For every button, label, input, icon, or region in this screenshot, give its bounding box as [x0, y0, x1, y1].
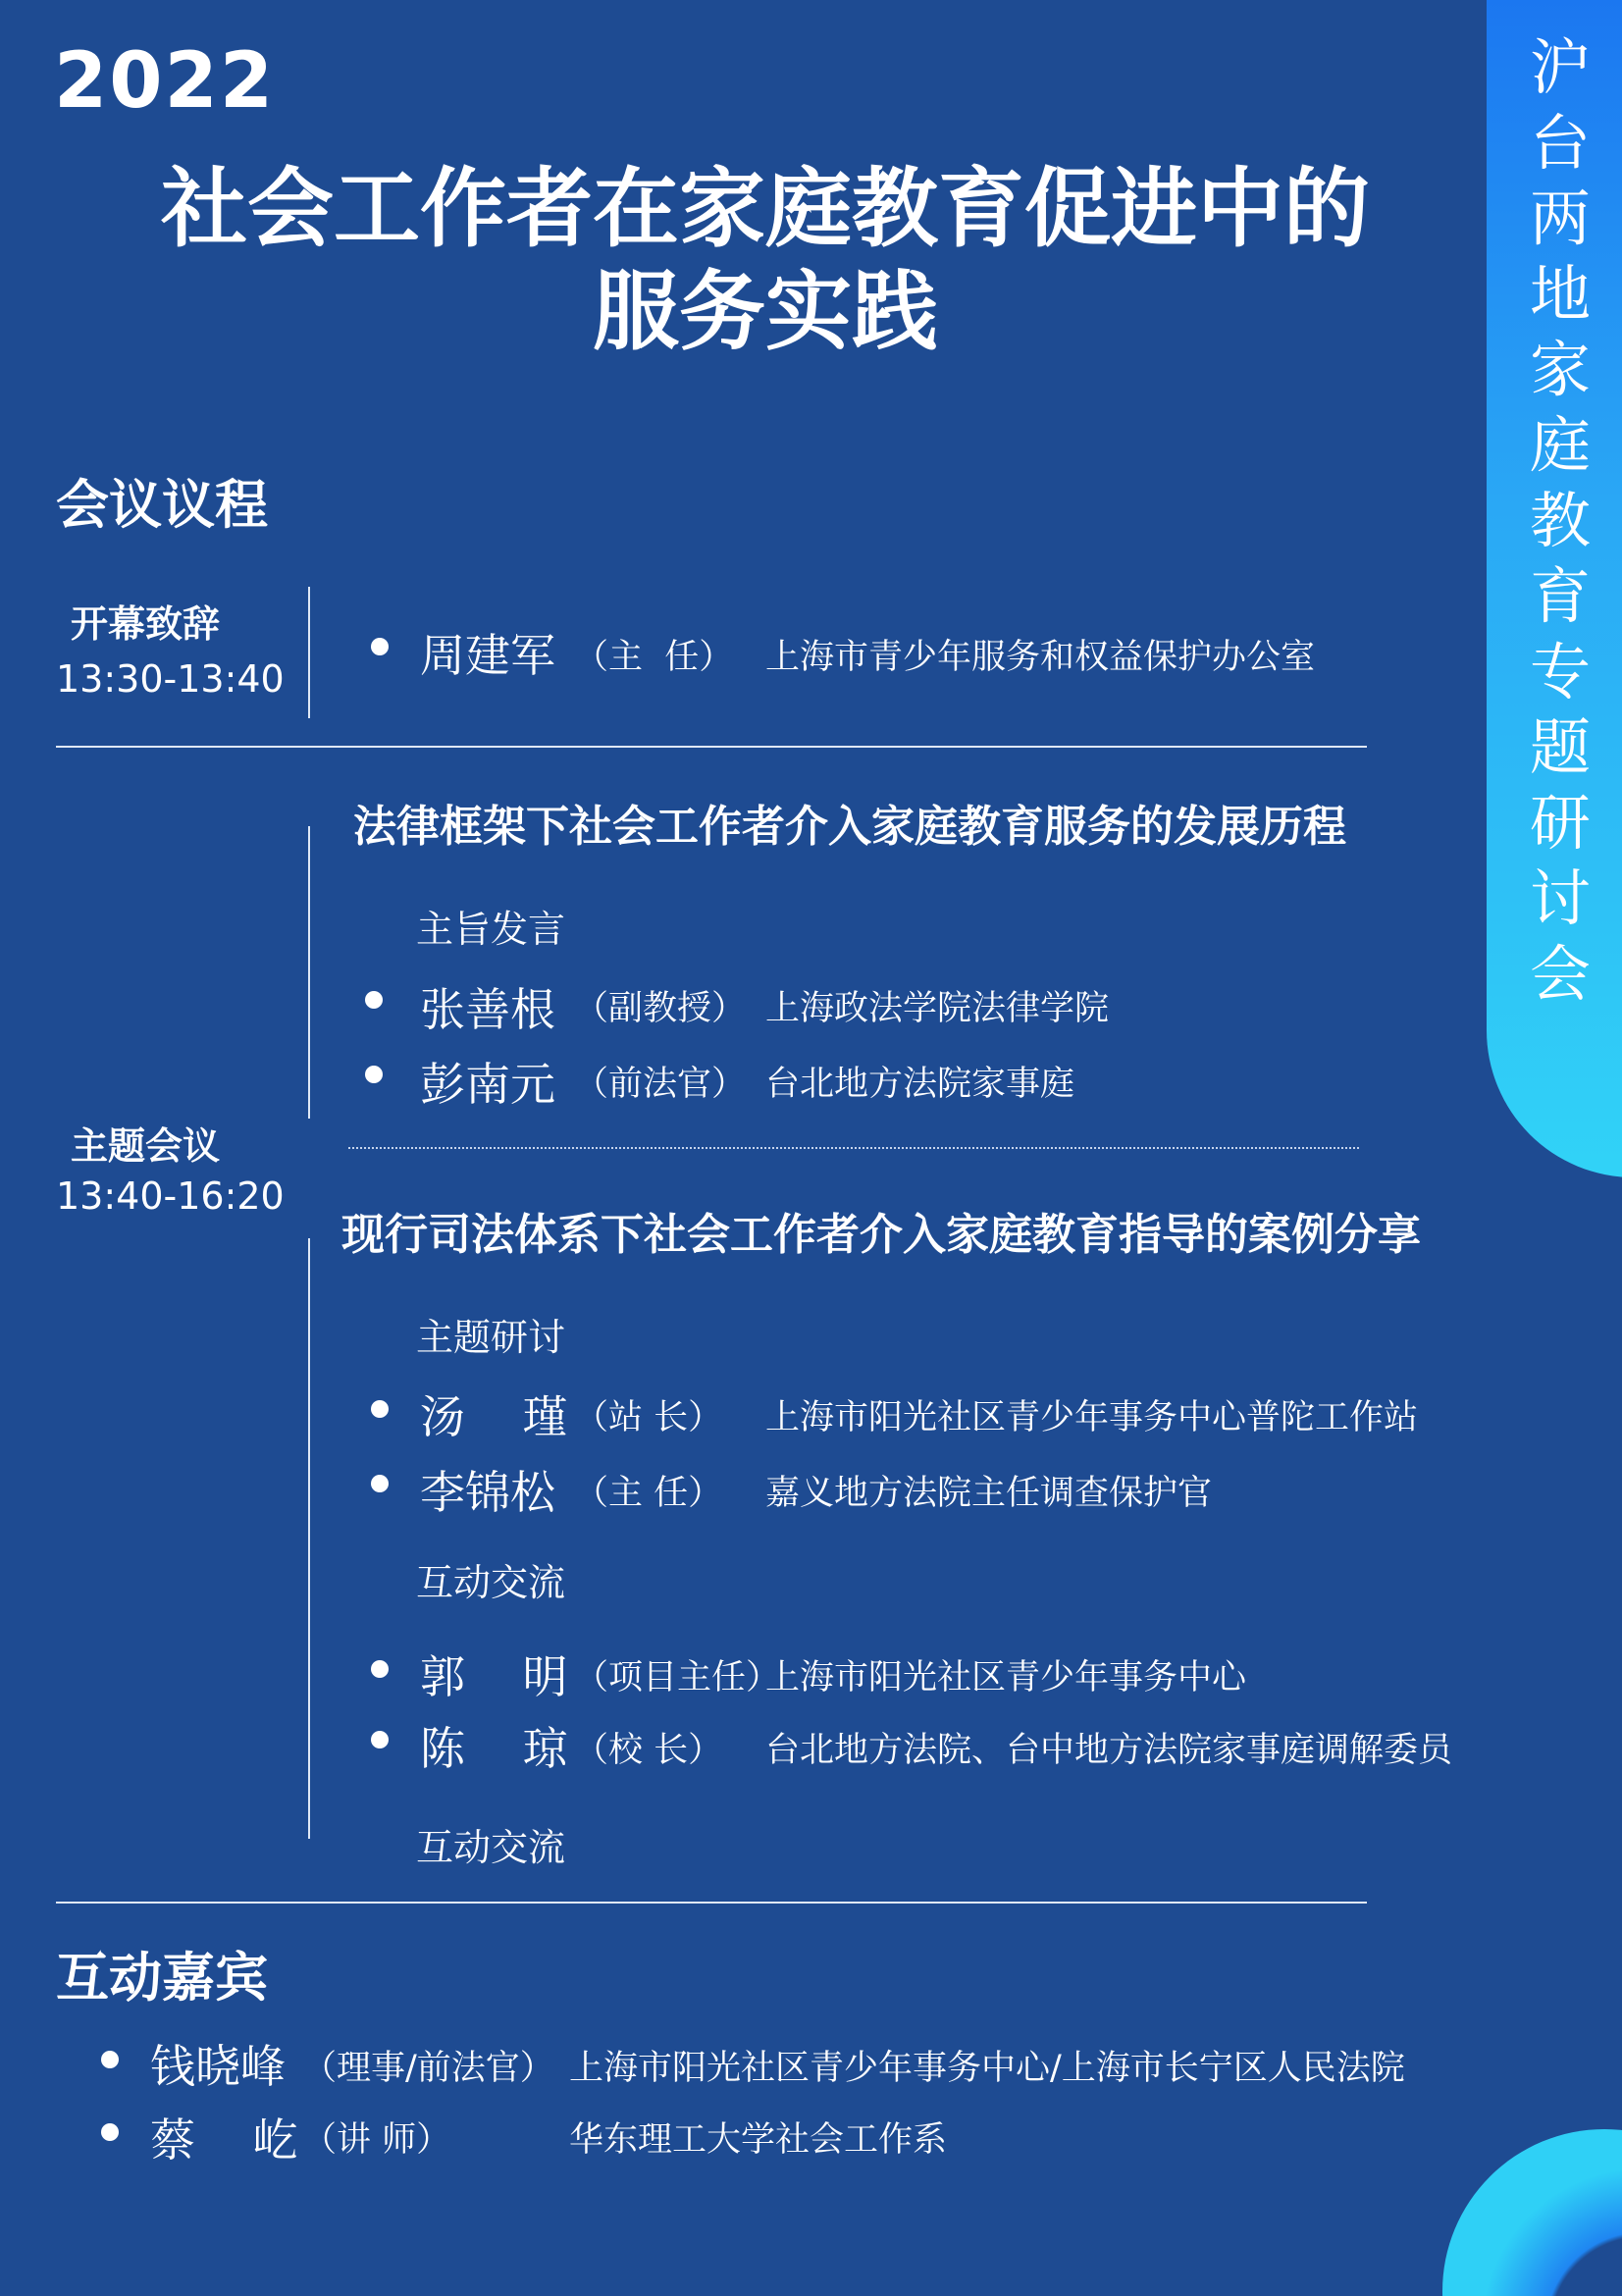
year: 2022 [54, 37, 276, 126]
bullet-icon [371, 1475, 389, 1492]
guest-role: （讲 师） [302, 2120, 451, 2160]
speaker-name: 郭 明 [420, 1650, 568, 1703]
speaker-org: 上海市阳光社区青少年事务中心普陀工作站 [765, 1398, 1419, 1437]
speaker-org: 台北地方法院家事庭 [765, 1065, 1075, 1104]
guest-name: 蔡 屹 [150, 2113, 298, 2166]
speaker-name: 彭南元 [420, 1058, 555, 1111]
bullet-icon [371, 638, 389, 655]
guests-heading: 互动嘉宾 [56, 1947, 268, 2009]
bullet-icon [371, 1731, 389, 1748]
main-session-time: 13:40-16:20 [56, 1174, 285, 1218]
speaker-role: （站 长） [574, 1398, 723, 1437]
section-divider [56, 746, 1367, 748]
guest-name: 钱晓峰 [150, 2040, 286, 2093]
guest-role: （理事/前法官） [302, 2049, 554, 2088]
topic-title: 现行司法体系下社会工作者介入家庭教育指导的案例分享 [341, 1210, 1421, 1260]
title-line-1: 社会工作者在家庭教育促进中的 [160, 158, 1370, 259]
speaker-org: 上海政法学院法律学院 [765, 989, 1110, 1028]
speaker-role: （项目主任） [574, 1658, 781, 1697]
main-session-label: 主题会议 [71, 1124, 221, 1168]
speaker-org: 上海市青少年服务和权益保护办公室 [765, 638, 1316, 677]
speaker-name: 李锦松 [420, 1466, 555, 1519]
bullet-icon [371, 1400, 389, 1418]
timeline-divider [308, 1238, 310, 1839]
bullet-icon [365, 1066, 383, 1083]
session-type: 主题研讨 [416, 1316, 566, 1359]
guest-org: 上海市阳光社区青少年事务中心/上海市长宁区人民法院 [569, 2049, 1405, 2088]
session-type: 互动交流 [416, 1826, 566, 1869]
speaker-role: （校 长） [574, 1731, 723, 1770]
topic-title: 法律框架下社会工作者介入家庭教育服务的发展历程 [353, 802, 1346, 852]
speaker-org: 嘉义地方法院主任调查保护官 [765, 1474, 1213, 1513]
speaker-name: 陈 琼 [420, 1722, 568, 1775]
bullet-icon [365, 991, 383, 1009]
speaker-org: 上海市阳光社区青少年事务中心 [765, 1658, 1247, 1697]
speaker-name: 周建军 [420, 629, 555, 682]
speaker-role: （副教授） [574, 989, 747, 1028]
bullet-icon [101, 2051, 119, 2068]
speaker-org: 台北地方法院、台中地方法院家事庭调解委员 [765, 1731, 1453, 1770]
opening-time: 13:30-13:40 [56, 657, 285, 701]
dotted-divider [348, 1147, 1359, 1149]
bullet-icon [101, 2123, 119, 2141]
session-type: 互动交流 [416, 1561, 566, 1604]
corner-decoration [1442, 2129, 1622, 2296]
speaker-role: （前法官） [574, 1065, 747, 1104]
speaker-name: 张善根 [420, 983, 555, 1036]
side-title: 沪台两地家庭教育专题研讨会 [1529, 31, 1591, 1010]
session-type: 主旨发言 [416, 908, 566, 951]
page-title [118, 157, 1413, 363]
timeline-divider [308, 587, 310, 718]
opening-label: 开幕致辞 [71, 602, 221, 646]
section-divider [56, 1902, 1367, 1904]
speaker-name: 汤 瑾 [420, 1390, 568, 1443]
title-line-2: 服务实践 [592, 261, 938, 362]
speaker-role: （主 任） [574, 1474, 723, 1513]
speaker-role: （主 任） [574, 638, 734, 677]
guest-org: 华东理工大学社会工作系 [569, 2120, 948, 2160]
bullet-icon [371, 1660, 389, 1678]
timeline-divider [308, 826, 310, 1119]
agenda-heading: 会议议程 [56, 474, 268, 536]
